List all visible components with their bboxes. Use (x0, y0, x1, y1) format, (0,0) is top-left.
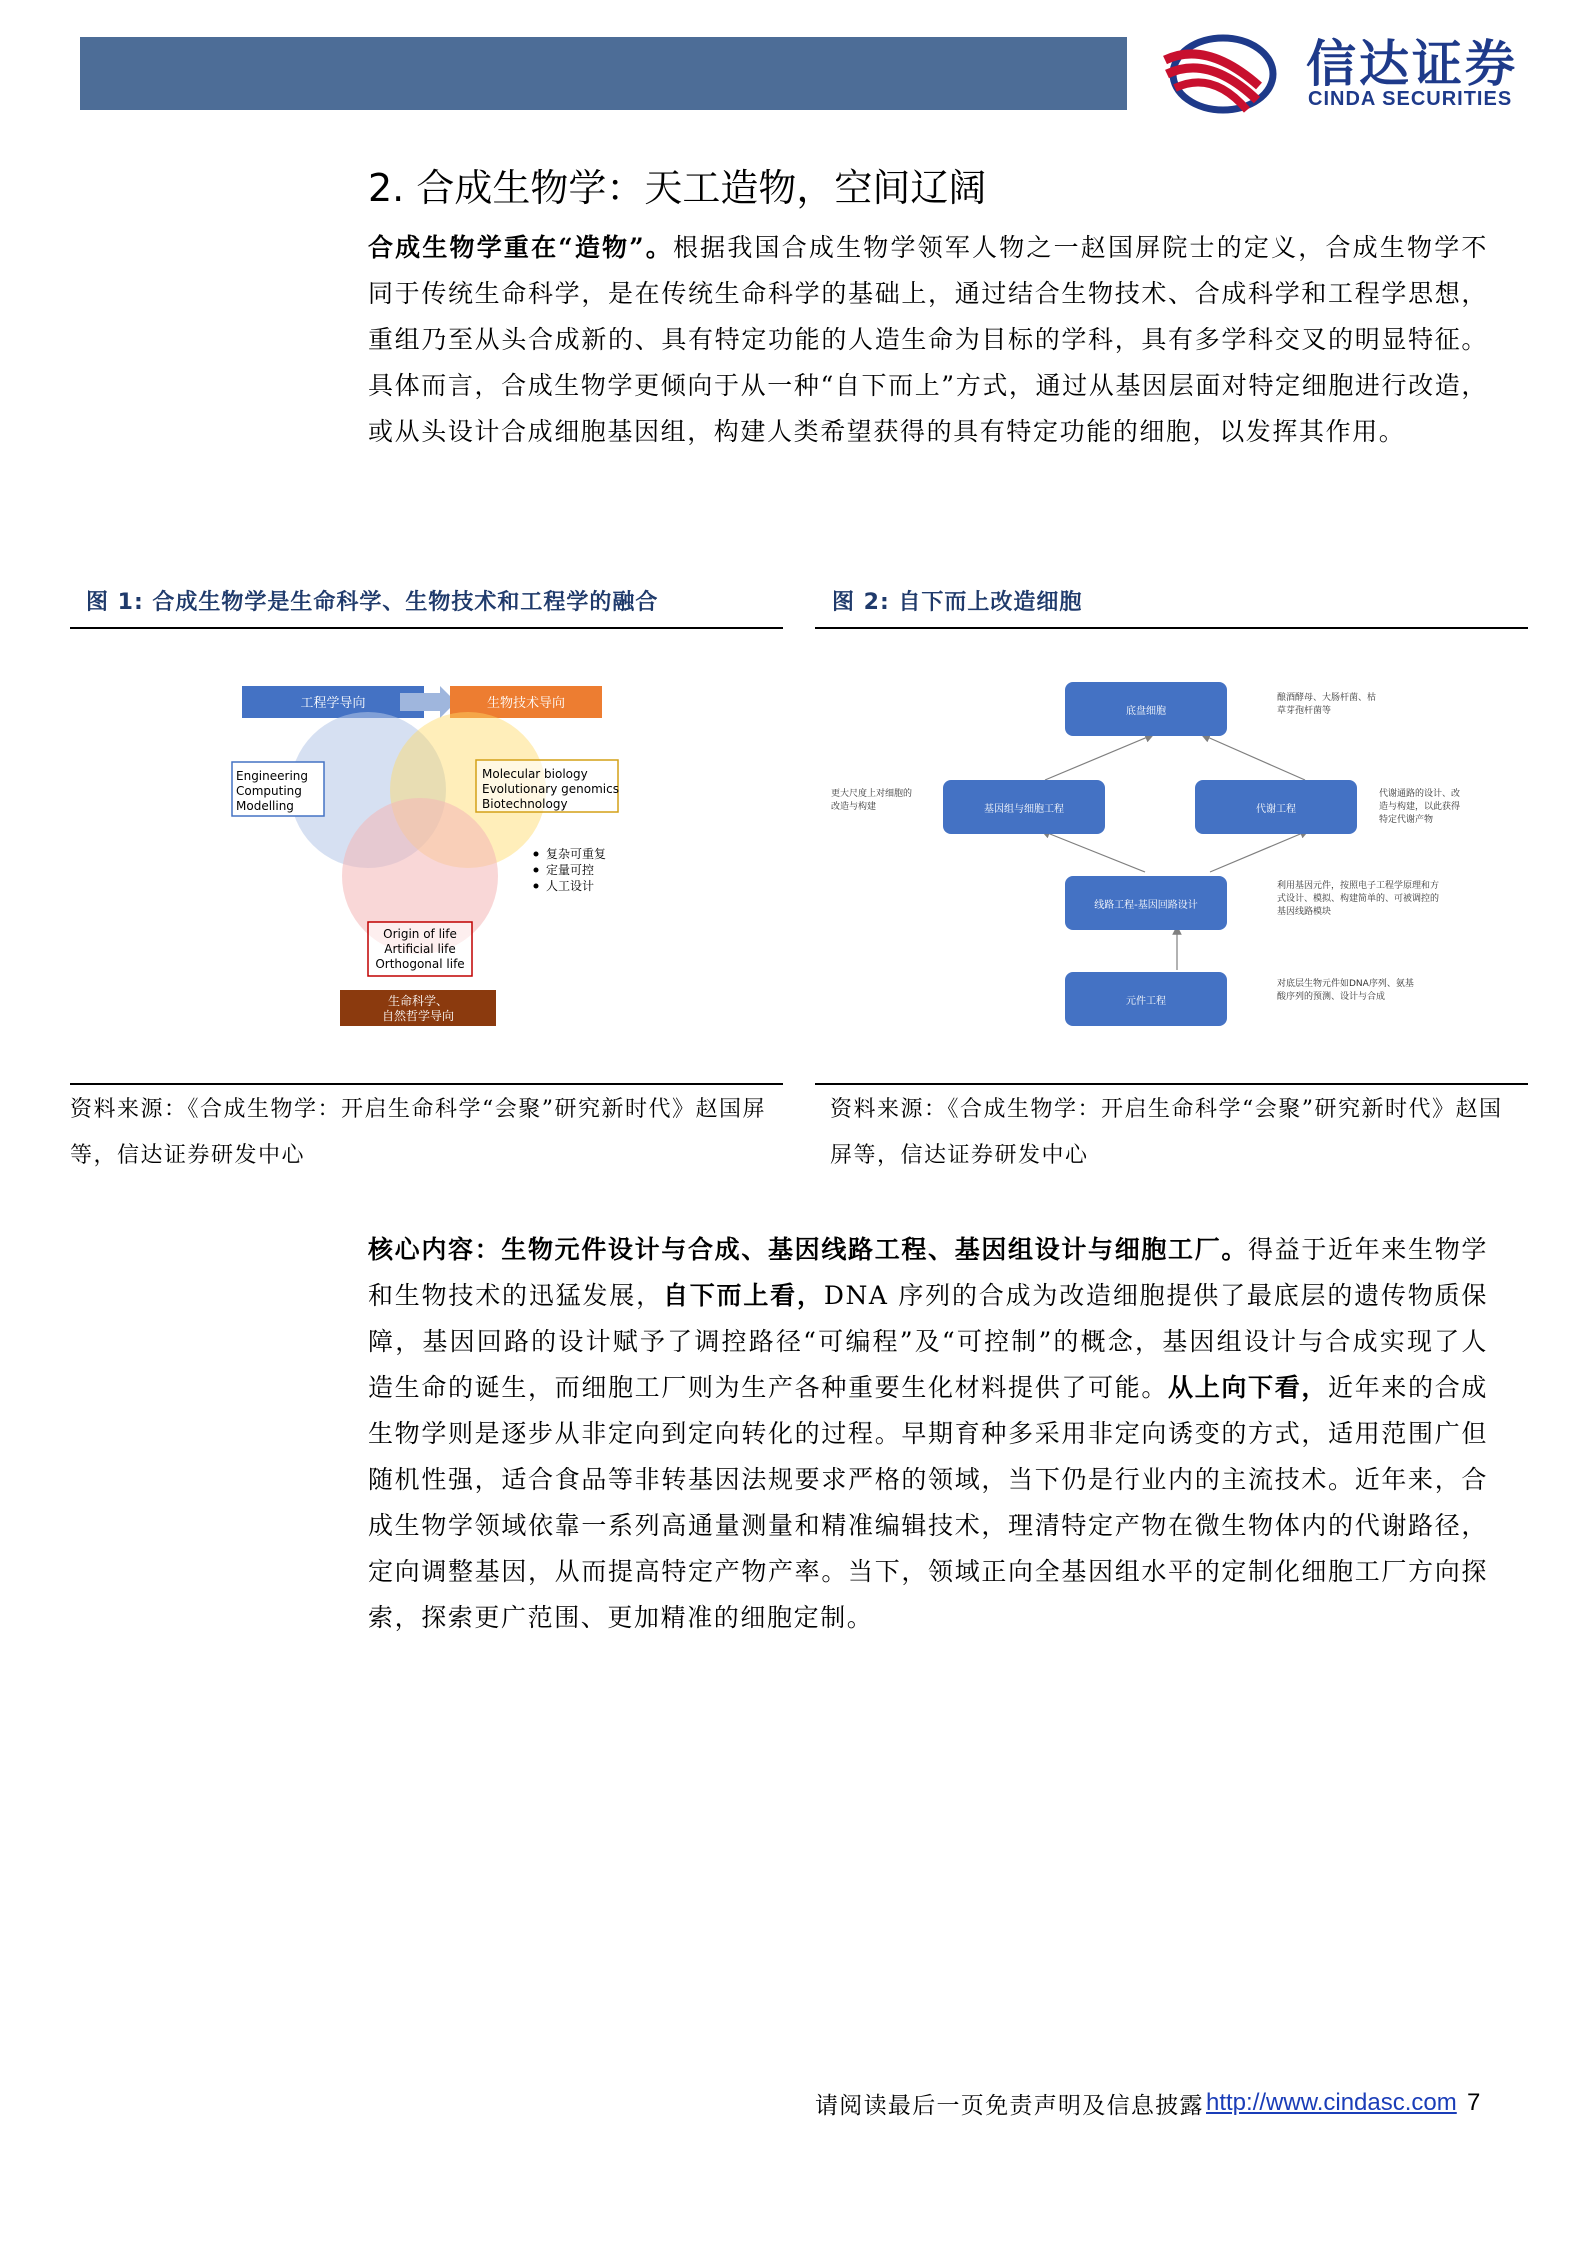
life-item-3: Orthogonal life (375, 957, 465, 971)
footer-disclaimer: 请阅读最后一页免责声明及信息披露 (815, 2093, 1204, 2119)
core-body-1: 得益于近年来生物学和生物技术的迅猛发展， (368, 1235, 1488, 1310)
core-body-2: DNA 序列的合成为改造细胞提供了最底层的遗传物质保障，基因回路的设计赋予了调控路径“可编程”及“可控制”的概念，基因组设计与合成实现了人造生命的诞生，而细胞工厂则为生产各种重要生化材料提供了可能。 (368, 1281, 1488, 1402)
figure2-source: 资料来源：《合成生物学：开启生命科学“会聚”研究新时代》赵国屏等，信达证券研发中心 (830, 1097, 1503, 1168)
figure2-title: 图 2: 自下而上改造细胞 (832, 590, 1083, 615)
note-right-3: 特定代谢产物 (1379, 815, 1434, 825)
footer-website-link[interactable]: http://www.cindasc.com (1206, 2089, 1457, 2116)
figure1-top-rule (70, 627, 783, 629)
bio-item-1: Molecular biology (482, 767, 588, 781)
figure1-bottom-rule (70, 1083, 783, 1085)
core-content-paragraph (368, 1227, 1488, 1641)
figure1-venn-diagram (70, 640, 783, 1080)
center-item-3: 人工设计 (546, 879, 595, 893)
note-middle-3: 基因线路模块 (1277, 907, 1332, 917)
core-bold-bottom-up: 自下而上看， (662, 1281, 824, 1310)
life-direction-label-2: 自然哲学导向 (381, 1009, 455, 1023)
page-number: 7 (1467, 2089, 1481, 2116)
intro-lead: 合成生物学重在“造物”。 (368, 233, 673, 262)
note-right-2: 造与构建，以此获得 (1379, 802, 1461, 812)
note-right-1: 代谢通路的设计、改 (1379, 789, 1461, 799)
note-bottom-2: 酸序列的预测、设计与合成 (1277, 992, 1386, 1002)
logo-english-name: CINDA SECURITIES (1308, 88, 1513, 110)
eng-item-1: Engineering (236, 769, 308, 783)
figure1-title: 图 1: 合成生物学是生命科学、生物技术和工程学的融合 (86, 590, 659, 615)
part-engineering-label: 元件工程 (1126, 996, 1166, 1007)
life-item-1: Origin of life (383, 927, 457, 941)
circuit-engineering-label: 线路工程-基因回路设计 (1094, 900, 1198, 911)
bio-item-3: Biotechnology (482, 797, 568, 811)
chassis-cell-label: 底盘细胞 (1126, 706, 1166, 717)
note-top-2: 草芽孢杆菌等 (1277, 706, 1332, 716)
core-lead: 核心内容：生物元件设计与合成、基因线路工程、基因组设计与细胞工厂。 (368, 1235, 1249, 1264)
note-bottom-1: 对底层生物元件如DNA序列、氨基 (1277, 979, 1414, 989)
note-left-1: 更大尺度上对细胞的 (831, 789, 913, 799)
life-item-2: Artificial life (384, 942, 456, 956)
note-middle-1: 利用基因元件，按照电子工程学原理和方 (1277, 881, 1440, 891)
eng-item-2: Computing (236, 784, 302, 798)
logo-chinese-name: 信达证券 (1306, 35, 1518, 93)
note-top-1: 酿酒酵母、大肠杆菌、枯 (1277, 693, 1377, 703)
genome-cell-engineering-label: 基因组与细胞工程 (984, 804, 1064, 815)
eng-item-3: Modelling (236, 799, 294, 813)
bullet-icon (534, 868, 539, 873)
center-item-1: 复杂可重复 (546, 847, 607, 861)
core-bold-top-down: 从上向下看， (1168, 1373, 1329, 1402)
note-middle-2: 式设计、模拟、构建简单的、可被调控的 (1277, 894, 1440, 904)
intro-paragraph (368, 225, 1488, 455)
figure2-top-rule (815, 627, 1528, 629)
center-item-2: 定量可控 (546, 863, 595, 877)
note-left-2: 改造与构建 (831, 802, 877, 812)
cinda-logo-icon (1157, 30, 1277, 114)
header-bar (80, 37, 1127, 110)
metabolic-engineering-label: 代谢工程 (1256, 804, 1296, 815)
bio-item-2: Evolutionary genomics (482, 782, 619, 796)
figure2-flow-diagram (815, 640, 1528, 1080)
core-body-3: 近年来的合成生物学则是逐步从非定向到定向转化的过程。早期育种多采用非定向诱变的方式，适用范围广但随机性强，适合食品等非转基因法规要求严格的领域，当下仍是行业内的主流技术。近年来，合成生物学领域依靠一系列高通量测量和精准编辑技术，理清特定产物在微生物体内的代谢路径，定向调整基因，从而提高特定产物产率。当下，领域正向全基因组水平的定制化细胞工厂方向探索，探索更广范围、更加精准的细胞定制。 (368, 1373, 1488, 1632)
life-direction-label-1: 生命科学、 (387, 994, 449, 1008)
figure2-bottom-rule (815, 1083, 1528, 1085)
bullet-icon (534, 884, 539, 889)
bio-direction-label: 生物技术导向 (486, 696, 566, 711)
eng-direction-label: 工程学导向 (300, 696, 366, 711)
figure1-source: 资料来源：《合成生物学：开启生命科学“会聚”研究新时代》赵国屏等，信达证券研发中心 (70, 1097, 766, 1168)
bullet-icon (534, 852, 539, 857)
intro-body: 根据我国合成生物学领军人物之一赵国屏院士的定义，合成生物学不同于传统生命科学，是在传统生命科学的基础上，通过结合生物技术、合成科学和工程学思想，重组乃至从头合成新的、具有特定功能的人造生命为目标的学科，具有多学科交叉的明显特征。具体而言，合成生物学更倾向于从一种“自下而上”方式，通过从基因层面对特定细胞进行改造，或从头设计合成细胞基因组，构建人类希望获得的具有特定功能的细胞，以发挥其作用。 (368, 233, 1488, 446)
section-title: 2. 合成生物学：天工造物，空间辽阔 (368, 166, 987, 210)
